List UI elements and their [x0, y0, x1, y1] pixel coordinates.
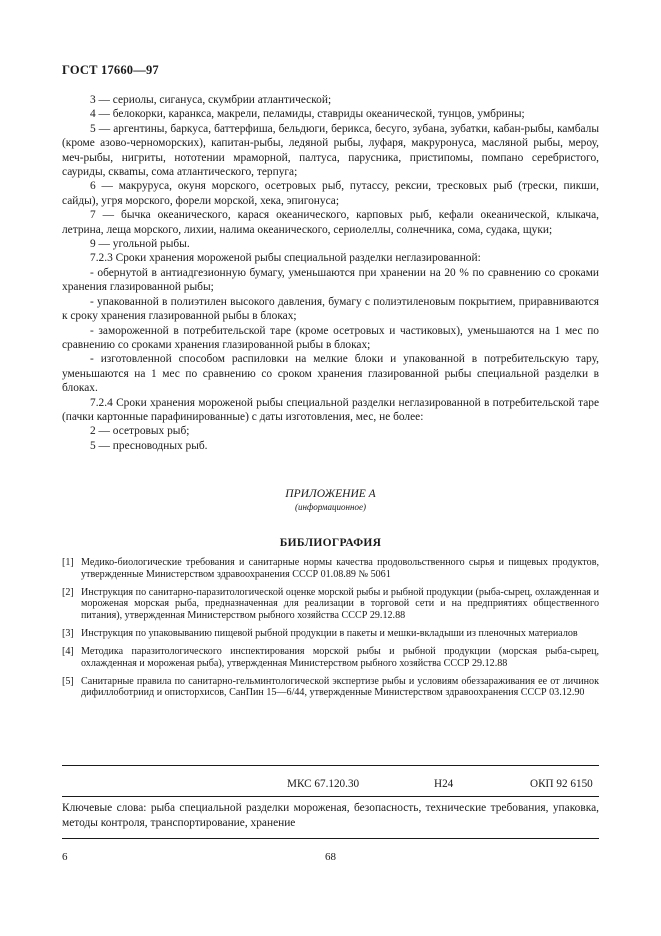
bibliography-text: Санитарные правила по санитарно-гельминтологической экспертизе рыбы и условиям обеззараживания ее от личинок дифиллоботриид и описторхисов, СанПин 15—6/44, утвержденные Министерством здравоохранения СССР 03.12.90: [81, 675, 599, 699]
bottom-rule: [62, 838, 599, 839]
text-paragraph: 7 — бычка океанического, карася океанического, карповых рыб, кефали океанической, клыкача, летрина, леща морского, лихии, налима океанического, сериолеллы, солнечника, сома, судака, щуки;: [62, 209, 599, 236]
bibliography-item: [62, 587, 599, 622]
page-number-center: 68: [325, 851, 336, 863]
middle-rule: [62, 796, 599, 797]
text-paragraph: 9 — угольной рыбы.: [90, 238, 190, 251]
bibliography-list: [62, 557, 599, 705]
top-rule: [62, 765, 599, 766]
bibliography-number: [3]: [62, 627, 74, 639]
document-header: ГОСТ 17660—97: [62, 63, 159, 77]
okp-code: ОКП 92 6150: [530, 778, 593, 790]
appendix-title: ПРИЛОЖЕНИЕ А: [285, 488, 376, 500]
bibliography-text: Медико-биологические требования и санитарные нормы качества продовольственного сырья и пищевых продуктов, утвержденные Министерством здравоохранения СССР 01.08.89 № 5061: [81, 557, 599, 580]
bibliography-text: Инструкция по упаковыванию пищевой рыбной продукции в пакеты и мешки-вкладыши из пленочных материалов: [81, 627, 578, 639]
bibliography-number: [4]: [62, 646, 74, 658]
bibliography-item: [62, 557, 599, 580]
text-paragraph: 5 — аргентины, баркуса, баттерфиша, бельдюги, берикса, бесуго, зубана, зубатки, кабан-рыбы, камбалы (кроме азово-черноморских), капитан-рыбы, ледяной рыбы, луфаря, макруронуса, масляной рыбы, мероу, меч-рыбы, нигриты, нототении мраморной, палтуса, парусника, пристипомы, помпано серебристого, сауриды, скваmы, сома атлантического, терпуга;: [62, 122, 599, 179]
mks-code: МКС 67.120.30: [287, 778, 360, 790]
main-text: [62, 93, 599, 453]
bibliography-number: [2]: [62, 586, 74, 598]
text-paragraph: - изготовленной способом распиловки на мелкие блоки и упакованной в потребительскую тару, уменьшаются на 1 мес по сравнению со сроком хранения глазированной рыбы специальной разделки в блоках.: [62, 353, 599, 395]
text-paragraph: 6 — макруруса, окуня морского, осетровых рыб, путассу, рексии, тресковых рыб (трески, пикши, сайды), угря морского, форели морской, хека, эпигонуса;: [62, 180, 599, 207]
text-paragraph: - упакованной в полиэтилен высокого давления, бумагу с полиэтиленовым покрытием, приравниваются к сроку хранения глазированной рыбы в блоках;: [62, 295, 599, 323]
bibliography-item: [62, 628, 599, 640]
page-number-left: 6: [62, 851, 68, 863]
bibliography-text: Методика паразитологического инспектирования морской рыбы и рыбной продукции (морская рыба-сырец, охлажденная и мороженая рыба), утвержденная Министерством рыбного хозяйства СССР 29.12.88: [81, 646, 599, 669]
bibliography-number: [5]: [62, 675, 74, 687]
text-paragraph: 2 — осетровых рыб;: [90, 425, 190, 438]
text-paragraph: 7.2.4 Сроки хранения мороженой рыбы специальной разделки неглазированной в потребительской таре (пачки картонные парафинированные) с даты изготовления, мес, не более:: [62, 396, 599, 423]
text-paragraph: - замороженной в потребительской таре (кроме осетровых и частиковых), уменьшаются на 1 мес по сравнению со сроками хранения глазированной рыбы в блоках;: [62, 324, 599, 351]
category-code: Н24: [434, 778, 454, 790]
bibliography-item: [62, 676, 599, 699]
bibliography-title: БИБЛИОГРАФИЯ: [279, 537, 382, 549]
keywords: Ключевые слова: рыба специальной разделки мороженая, безопасность, технические требования, упаковка, методы контроля, транспортирование, хранение: [62, 802, 599, 829]
bibliography-item: [62, 646, 599, 669]
text-paragraph: 7.2.3 Сроки хранения мороженой рыбы специальной разделки неглазированной:: [90, 252, 481, 265]
bibliography-text: Инструкция по санитарно-паразитологической оценке морской рыбы и рыбной продукции (рыба-сырец, охлажденная и мороженая морская рыба, предназначенная для реализации в торговой сети и на предприятиях общественного питания), утвержденная Министерством рыбного хозяйства СССР 29.12.88: [81, 586, 599, 621]
text-paragraph: 3 — сериолы, сигануса, скумбрии атлантической;: [90, 94, 332, 106]
text-paragraph: 4 — белокорки, каранкса, макрели, пеламиды, ставриды океанической, тунцов, умбрины;: [90, 108, 525, 121]
bibliography-number: [1]: [62, 557, 74, 568]
text-paragraph: - обернутой в антиадгезионную бумагу, уменьшаются при хранении на 20 % по сравнению со сроками хранения глазированной рыбы;: [62, 266, 599, 294]
appendix-note: (информационное): [295, 502, 366, 512]
text-paragraph: 5 — пресноводных рыб.: [90, 439, 208, 452]
